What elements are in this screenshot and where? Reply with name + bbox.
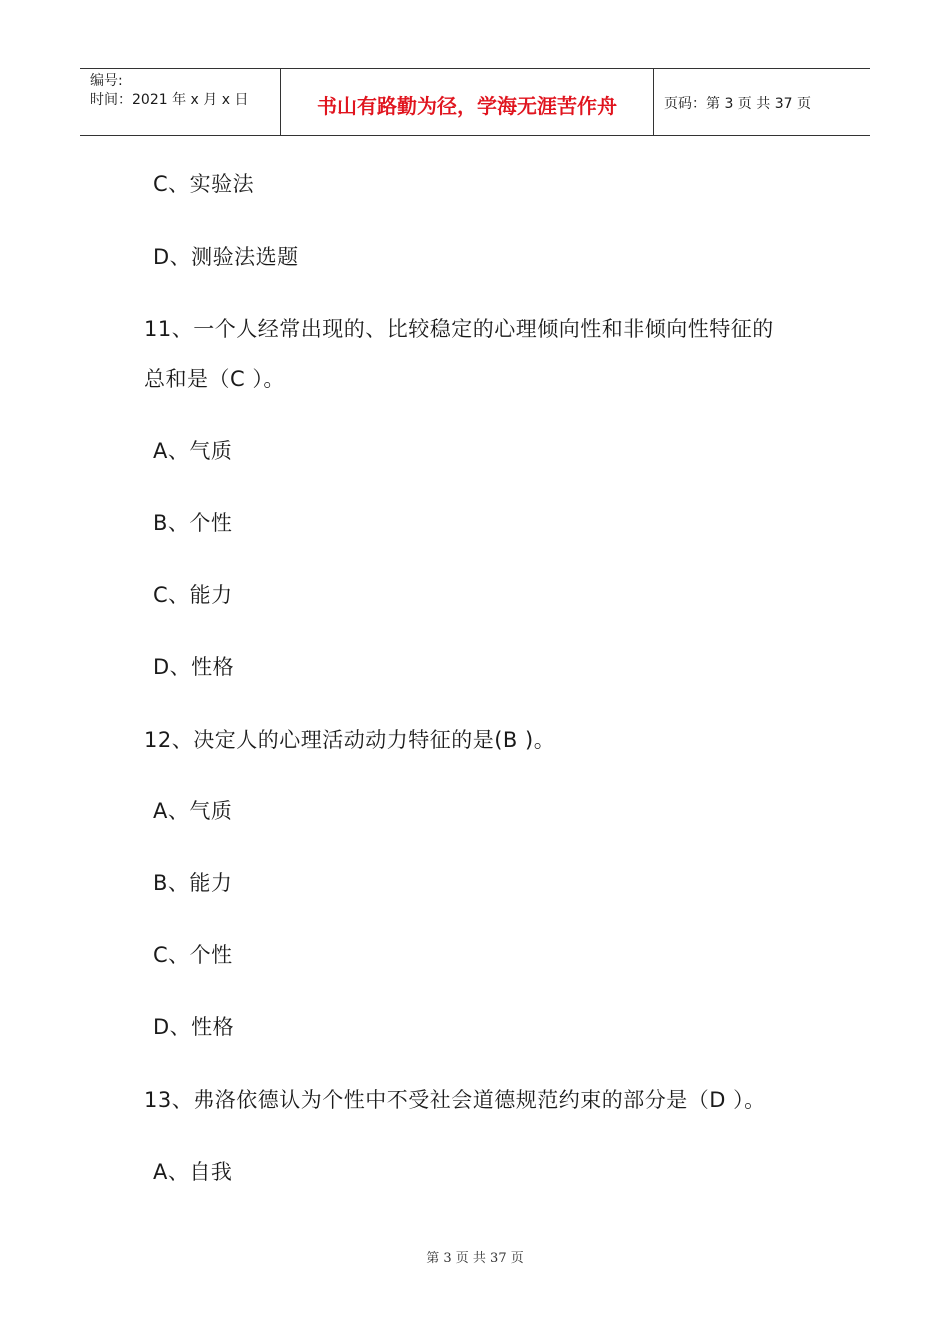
option-line: A、自我 xyxy=(153,1160,233,1184)
question-11-text-cont: 总和是（C ）。 xyxy=(144,367,285,391)
page-header xyxy=(80,68,870,136)
page-footer: 第 3 页 共 37 页 xyxy=(426,1251,524,1266)
header-page-info: 页码：第 3 页 共 37 页 xyxy=(664,96,811,112)
header-motto: 书山有路勤为径，学海无涯苦作舟 xyxy=(281,69,654,135)
header-meta xyxy=(80,69,281,135)
option-line: D、性格 xyxy=(153,655,235,679)
question-12-text: 12、决定人的心理活动动力特征的是(B )。 xyxy=(144,728,556,752)
option-line: B、个性 xyxy=(153,511,233,535)
number-label: 编号: xyxy=(90,73,123,89)
question-11-text: 11、一个人经常出现的、比较稳定的心理倾向性和非倾向性特征的 xyxy=(144,317,774,341)
option-line: C、个性 xyxy=(153,943,233,967)
option-line: D、性格 xyxy=(153,1015,235,1039)
option-line: B、能力 xyxy=(153,871,233,895)
option-line: D、测验法选题 xyxy=(153,245,299,269)
question-13-text: 13、弗洛依德认为个性中不受社会道德规范约束的部分是（D ）。 xyxy=(144,1088,766,1112)
option-line: C、能力 xyxy=(153,583,233,607)
option-line: A、气质 xyxy=(153,439,233,463)
option-line: C、实验法 xyxy=(153,172,255,196)
option-line: A、气质 xyxy=(153,799,233,823)
time-label: 时间：2021 年 x 月 x 日 xyxy=(90,92,249,108)
